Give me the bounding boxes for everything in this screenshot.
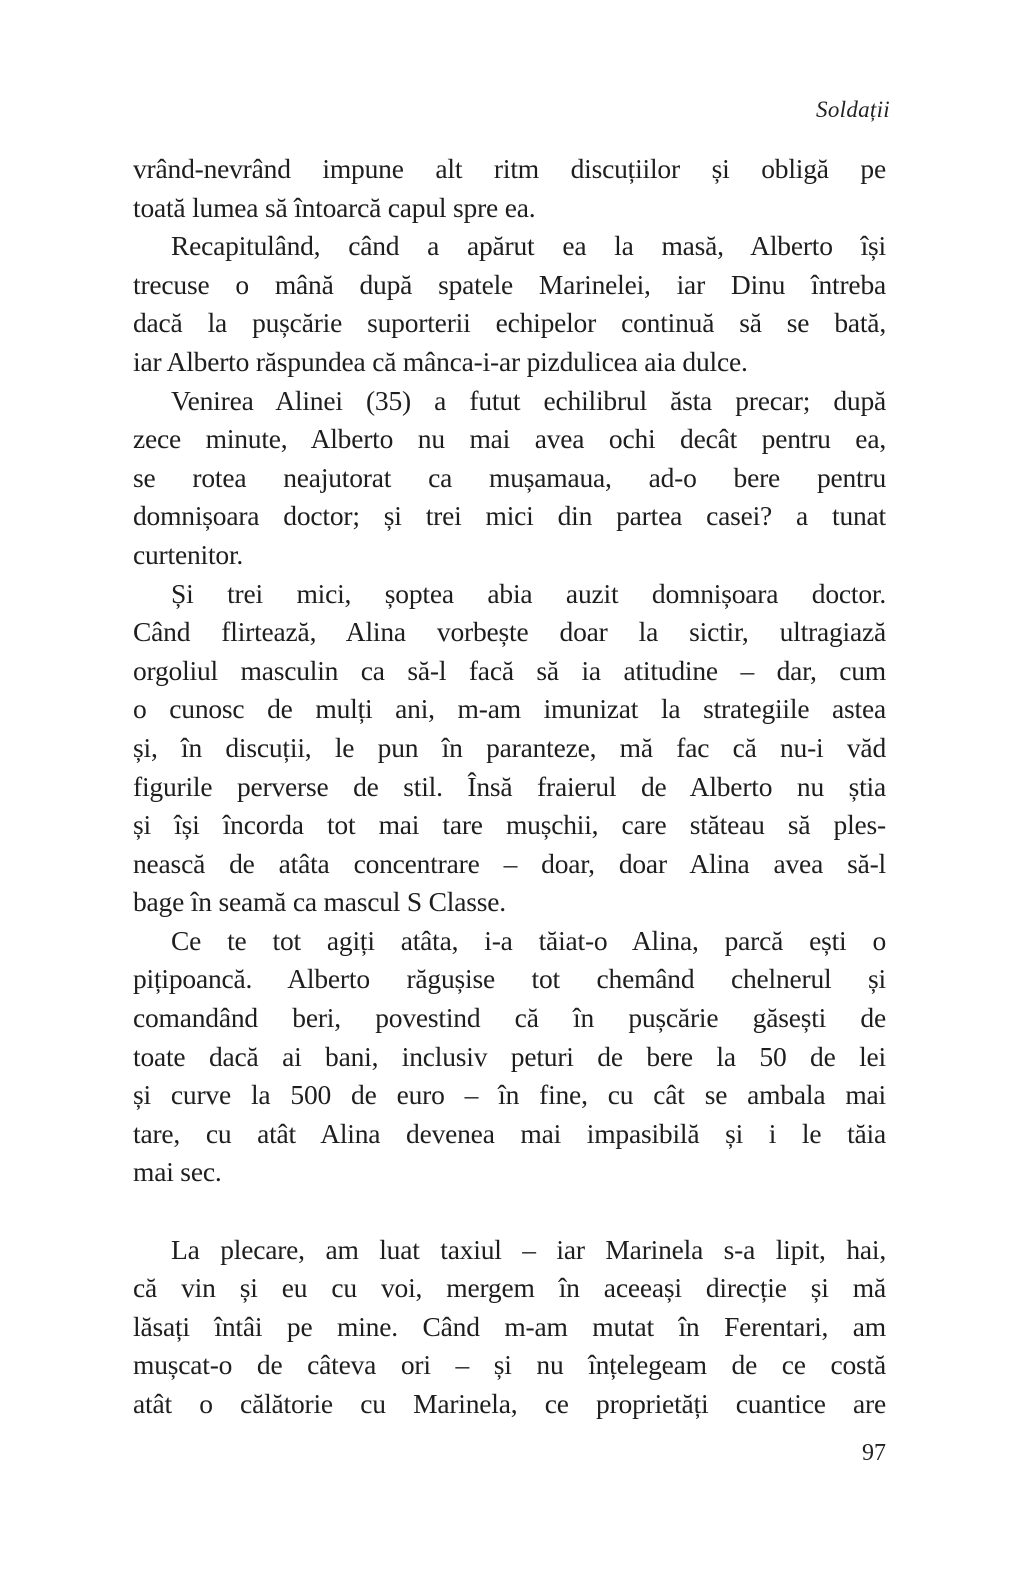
text-line: că vin și eu cu voi, mergem în aceeași direcție și mă [133,1272,886,1304]
text-line: Recapitulând, când a apărut ea la masă, Alberto își [171,230,886,262]
text-line: La plecare, am luat taxiul – iar Marinela s-a lipit, hai, [171,1233,886,1265]
section-break [133,1192,886,1231]
running-head: Soldații [816,97,890,122]
text-line: tare, cu atât Alina devenea mai impasibilă și i le tăia [133,1117,886,1149]
body-text [133,150,886,1424]
text-line: bage în seamă ca mascul S Classe. [133,886,506,918]
text-line: Venirea Alinei (35) a futut echilibrul ăsta precar; după [171,384,886,416]
text-line: comandând beri, povestind că în pușcărie găsești de [133,1002,886,1034]
text-line: zece minute, Alberto nu mai avea ochi decât pentru ea, [133,423,886,455]
text-line: mușcat-o de câteva ori – și nu înțelegeam de ce costă [133,1349,886,1381]
page-number: 97 [862,1440,886,1466]
text-line: Și trei mici, șoptea abia auzit domnișoara doctor. [171,577,886,609]
text-line: mai sec. [133,1156,222,1188]
text-line: figurile perverse de stil. Însă fraierul de Alberto nu știa [133,770,886,802]
text-line: și își încorda tot mai tare mușchii, care stăteau să ples- [133,809,886,841]
text-line: și curve la 500 de euro – în fine, cu cât se ambala mai [133,1079,886,1111]
text-line: se rotea neajutorat ca mușamaua, ad-o bere pentru [133,461,886,493]
paragraph [133,382,886,575]
text-line: toată lumea să întoarcă capul spre ea. [133,191,536,223]
text-line: toate dacă ai bani, inclusiv peturi de bere la 50 de lei [133,1040,886,1072]
text-line: o cunosc de mulți ani, m-am imunizat la strategiile astea [133,693,886,725]
text-line: curtenitor. [133,538,244,570]
text-line: iar Alberto răspundea că mânca-i-ar pizdulicea aia dulce. [133,345,748,377]
text-line: vrând-nevrând impune alt ritm discuțiilor și obligă pe [133,153,886,184]
text-line: nească de atâta concentrare – doar, doar Alina avea să-l [133,847,886,879]
text-line: orgoliul masculin ca să-l facă să ia atitudine – dar, cum [133,654,886,686]
paragraph [133,1231,886,1424]
text-line: atât o călătorie cu Marinela, ce proprietăți cuantice are [133,1388,886,1419]
text-line: pițipoancă. Alberto răgușise tot chemând chelnerul și [133,963,886,995]
paragraph [133,150,886,227]
text-line: și, în discuții, le pun în paranteze, mă fac că nu-i văd [133,731,886,763]
text-line: lăsați întâi pe mine. Când m-am mutat în Ferentari, am [133,1310,886,1342]
paragraph [133,227,886,381]
text-line: Ce te tot agiți atâta, i-a tăiat-o Alina, parcă ești o [171,924,886,956]
paragraph [133,575,886,922]
text-line: Când flirtează, Alina vorbește doar la sictir, ultragiază [133,616,886,648]
text-line: dacă la pușcărie suporterii echipelor continuă să se bată, [133,307,886,339]
text-line: trecuse o mână după spatele Marinelei, iar Dinu întreba [133,268,886,300]
paragraph [133,922,886,1192]
text-line: domnișoara doctor; și trei mici din partea casei? a tunat [133,500,886,532]
